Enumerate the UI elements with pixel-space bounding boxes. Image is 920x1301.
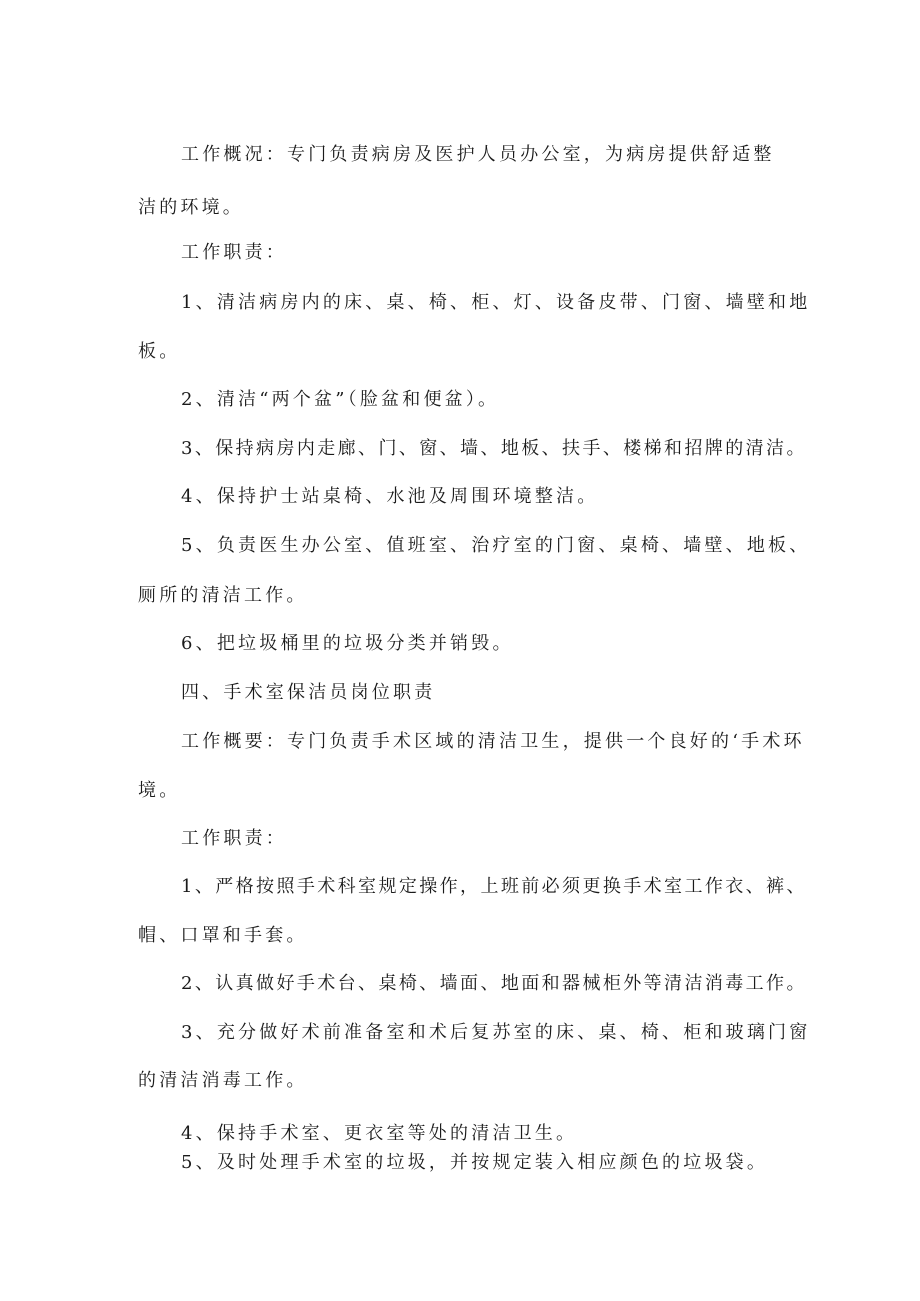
duties-title: 工作职责： (181, 242, 287, 263)
overview-line-2: 境。 (138, 780, 181, 801)
section-heading: 四、手术室保洁员岗位职责 (181, 682, 436, 703)
overview-line-1: 工作概要：专门负责手术区域的清洁卫生，提供一个良好的‘手术环 (181, 731, 805, 752)
duty-5-line-1: 5、负责医生办公室、值班室、治疗室的门窗、桌椅、墙壁、地板、 (181, 535, 811, 556)
duty-1-line-1: 1、清洁病房内的床、桌、椅、柜、灯、设备皮带、门窗、墙壁和地 (181, 292, 811, 313)
duty-1-line-2: 板。 (138, 341, 181, 362)
duty-2: 2、清洁“两个盆”（脸盆和便盆）。 (181, 389, 500, 410)
duty-5: 5、及时处理手术室的垃圾，并按规定装入相应颜色的垃圾袋。 (181, 1152, 769, 1173)
duty-1-line-2: 帽、口罩和手套。 (138, 925, 308, 946)
duty-3: 3、保持病房内走廊、门、窗、墙、地板、扶手、楼梯和招牌的清洁。 (181, 438, 807, 459)
duties-title: 工作职责： (181, 828, 287, 849)
duty-3-line-2: 的清洁消毒工作。 (138, 1070, 308, 1091)
duty-1-line-1: 1、严格按照手术科室规定操作，上班前必须更换手术室工作衣、裤、 (181, 876, 807, 897)
duty-2: 2、认真做好手术台、桌椅、墙面、地面和器械柜外等清洁消毒工作。 (181, 973, 807, 994)
duty-5-line-2: 厕所的清洁工作。 (138, 585, 308, 606)
duty-4: 4、保持手术室、更衣室等处的清洁卫生。 (181, 1123, 578, 1144)
overview-line-1: 工作概况：专门负责病房及医护人员办公室，为病房提供舒适整 (181, 144, 775, 165)
duty-4: 4、保持护士站桌椅、水池及周围环境整洁。 (181, 486, 599, 507)
overview-line-2: 洁的环境。 (138, 197, 244, 218)
duty-6: 6、把垃圾桶里的垃圾分类并销毁。 (181, 633, 514, 654)
duty-3-line-1: 3、充分做好术前准备室和术后复苏室的床、桌、椅、柜和玻璃门窗 (181, 1022, 811, 1043)
